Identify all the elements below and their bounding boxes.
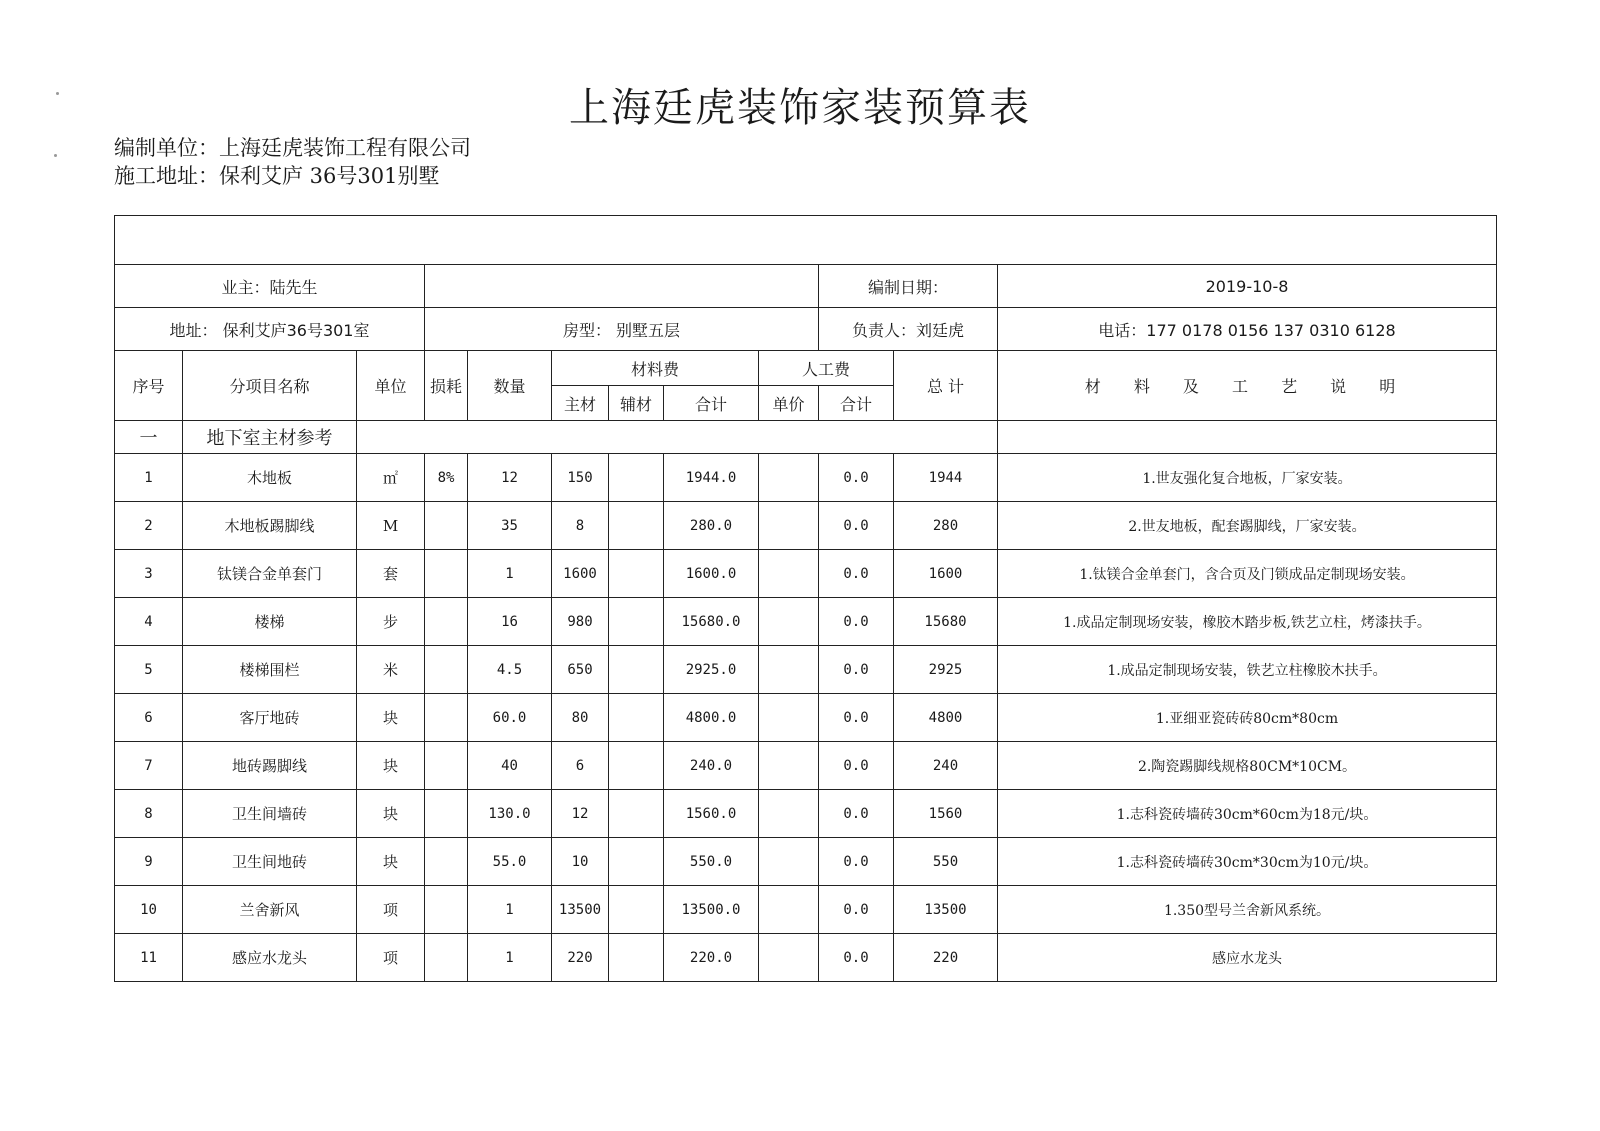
scan-speck	[54, 154, 57, 157]
cell-material-total: 1600.0	[664, 550, 759, 598]
info-empty-cell	[425, 265, 819, 308]
header-labor-price: 单价	[759, 386, 819, 421]
cell-loss	[425, 646, 468, 694]
page-title: 上海廷虎装饰家装预算表	[569, 85, 1031, 131]
cell-qty: 40	[468, 742, 552, 790]
cell-seq: 5	[115, 646, 183, 694]
cell-grand-total: 1600	[894, 550, 998, 598]
cell-aux-material	[609, 646, 664, 694]
cell-main-material: 1600	[552, 550, 609, 598]
cell-name: 感应水龙头	[183, 934, 357, 982]
cell-loss	[425, 502, 468, 550]
cell-labor-price	[759, 886, 819, 934]
cell-grand-total: 2925	[894, 646, 998, 694]
cell-qty: 1	[468, 934, 552, 982]
cell-main-material: 12	[552, 790, 609, 838]
cell-main-material: 650	[552, 646, 609, 694]
cell-main-material: 150	[552, 454, 609, 502]
header-name: 分项目名称	[183, 351, 357, 421]
cell-labor-price	[759, 742, 819, 790]
cell-labor-price	[759, 502, 819, 550]
section-empty-cell	[357, 421, 998, 454]
column-header-row-1	[115, 351, 1497, 386]
cell-aux-material	[609, 694, 664, 742]
cell-qty: 60.0	[468, 694, 552, 742]
cell-labor-total: 0.0	[819, 502, 894, 550]
cell-labor-total: 0.0	[819, 934, 894, 982]
cell-material-total: 13500.0	[664, 886, 759, 934]
cell-name: 木地板踢脚线	[183, 502, 357, 550]
cell-unit: 块	[357, 742, 425, 790]
cell-labor-total: 0.0	[819, 550, 894, 598]
header-qty: 数量	[468, 351, 552, 421]
cell-material-total: 240.0	[664, 742, 759, 790]
cell-name: 钛镁合金单套门	[183, 550, 357, 598]
cell-unit: 套	[357, 550, 425, 598]
cell-grand-total: 1944	[894, 454, 998, 502]
cell-material-total: 2925.0	[664, 646, 759, 694]
cell-loss: 8%	[425, 454, 468, 502]
cell-labor-price	[759, 934, 819, 982]
header-description: 材 料 及 工 艺 说 明	[998, 351, 1497, 421]
cell-description: 1.钛镁合金单套门，含合页及门锁成品定制现场安装。	[998, 550, 1497, 598]
table-row	[115, 454, 1497, 502]
cell-grand-total: 4800	[894, 694, 998, 742]
address-cell: 地址： 保利艾庐36号301室	[115, 308, 425, 351]
cell-main-material: 13500	[552, 886, 609, 934]
cell-labor-price	[759, 646, 819, 694]
cell-main-material: 220	[552, 934, 609, 982]
item-rows	[115, 454, 1497, 982]
cell-loss	[425, 886, 468, 934]
cell-material-total: 1560.0	[664, 790, 759, 838]
cell-unit: 步	[357, 598, 425, 646]
cell-material-total: 550.0	[664, 838, 759, 886]
section-index: 一	[115, 421, 183, 454]
cell-qty: 130.0	[468, 790, 552, 838]
budget-table	[114, 215, 1497, 982]
cell-name: 地砖踢脚线	[183, 742, 357, 790]
cell-unit: 块	[357, 790, 425, 838]
cell-main-material: 10	[552, 838, 609, 886]
cell-name: 卫生间墙砖	[183, 790, 357, 838]
header-aux-material: 辅材	[609, 386, 664, 421]
cell-aux-material	[609, 502, 664, 550]
cell-qty: 12	[468, 454, 552, 502]
cell-unit: 项	[357, 886, 425, 934]
cell-material-total: 220.0	[664, 934, 759, 982]
section-row	[115, 421, 1497, 454]
cell-loss	[425, 790, 468, 838]
cell-description: 1.350型号兰舍新风系统。	[998, 886, 1497, 934]
cell-description: 感应水龙头	[998, 934, 1497, 982]
header-labor-total: 合计	[819, 386, 894, 421]
cell-aux-material	[609, 550, 664, 598]
house-type-cell: 房型： 别墅五层	[425, 308, 819, 351]
site-address: 施工地址：保利艾庐 36号301别墅	[114, 164, 440, 188]
cell-labor-price	[759, 454, 819, 502]
cell-unit: 块	[357, 694, 425, 742]
cell-unit: M	[357, 502, 425, 550]
cell-seq: 8	[115, 790, 183, 838]
cell-labor-total: 0.0	[819, 838, 894, 886]
cell-labor-total: 0.0	[819, 646, 894, 694]
table-row	[115, 742, 1497, 790]
cell-main-material: 8	[552, 502, 609, 550]
table-row	[115, 934, 1497, 982]
table-row	[115, 646, 1497, 694]
cell-seq: 2	[115, 502, 183, 550]
cell-material-total: 1944.0	[664, 454, 759, 502]
cell-labor-price	[759, 694, 819, 742]
cell-material-total: 4800.0	[664, 694, 759, 742]
cell-labor-total: 0.0	[819, 742, 894, 790]
cell-unit: 项	[357, 934, 425, 982]
cell-labor-price	[759, 790, 819, 838]
cell-description: 1.成品定制现场安装，橡胶木踏步板,铁艺立柱，烤漆扶手。	[998, 598, 1497, 646]
compiler-unit: 编制单位：上海廷虎装饰工程有限公司	[114, 136, 471, 160]
cell-material-total: 280.0	[664, 502, 759, 550]
cell-qty: 55.0	[468, 838, 552, 886]
cell-name: 木地板	[183, 454, 357, 502]
header-material-fee: 材料费	[552, 351, 759, 386]
cell-grand-total: 13500	[894, 886, 998, 934]
cell-aux-material	[609, 454, 664, 502]
cell-qty: 1	[468, 886, 552, 934]
date-label-cell: 编制日期：	[819, 265, 998, 308]
table-row	[115, 598, 1497, 646]
cell-labor-price	[759, 838, 819, 886]
cell-description: 1.志科瓷砖墙砖30cm*60cm为18元/块。	[998, 790, 1497, 838]
cell-labor-price	[759, 598, 819, 646]
cell-grand-total: 220	[894, 934, 998, 982]
cell-seq: 1	[115, 454, 183, 502]
cell-name: 兰舍新风	[183, 886, 357, 934]
cell-loss	[425, 838, 468, 886]
header-main-material: 主材	[552, 386, 609, 421]
cell-seq: 11	[115, 934, 183, 982]
cell-description: 1.成品定制现场安装，铁艺立柱橡胶木扶手。	[998, 646, 1497, 694]
cell-aux-material	[609, 598, 664, 646]
cell-unit: 米	[357, 646, 425, 694]
cell-loss	[425, 934, 468, 982]
manager-cell: 负责人：刘廷虎	[819, 308, 998, 351]
date-value-cell: 2019-10-8	[998, 265, 1497, 308]
header-seq: 序号	[115, 351, 183, 421]
info-row-2	[115, 308, 1497, 351]
table-row	[115, 790, 1497, 838]
cell-loss	[425, 694, 468, 742]
phone-cell: 电话：177 0178 0156 137 0310 6128	[998, 308, 1497, 351]
table-row	[115, 886, 1497, 934]
cell-name: 楼梯	[183, 598, 357, 646]
cell-aux-material	[609, 886, 664, 934]
cell-aux-material	[609, 934, 664, 982]
header-labor-fee: 人工费	[759, 351, 894, 386]
cell-description: 2.世友地板，配套踢脚线，厂家安装。	[998, 502, 1497, 550]
cell-seq: 9	[115, 838, 183, 886]
header-unit: 单位	[357, 351, 425, 421]
cell-labor-total: 0.0	[819, 694, 894, 742]
cell-seq: 3	[115, 550, 183, 598]
cell-grand-total: 1560	[894, 790, 998, 838]
cell-labor-total: 0.0	[819, 886, 894, 934]
cell-seq: 10	[115, 886, 183, 934]
cell-loss	[425, 550, 468, 598]
cell-description: 1.世友强化复合地板，厂家安装。	[998, 454, 1497, 502]
table-row	[115, 550, 1497, 598]
cell-main-material: 6	[552, 742, 609, 790]
cell-description: 1.亚细亚瓷砖砖80cm*80cm	[998, 694, 1497, 742]
cell-labor-price	[759, 550, 819, 598]
cell-unit: ㎡	[357, 454, 425, 502]
cell-loss	[425, 598, 468, 646]
cell-aux-material	[609, 742, 664, 790]
info-row-1	[115, 265, 1497, 308]
section-desc-empty	[998, 421, 1497, 454]
cell-aux-material	[609, 790, 664, 838]
section-name: 地下室主材参考	[183, 421, 357, 454]
cell-grand-total: 550	[894, 838, 998, 886]
cell-labor-total: 0.0	[819, 454, 894, 502]
table-row	[115, 694, 1497, 742]
cell-grand-total: 240	[894, 742, 998, 790]
cell-labor-total: 0.0	[819, 790, 894, 838]
cell-unit: 块	[357, 838, 425, 886]
cell-qty: 1	[468, 550, 552, 598]
cell-name: 卫生间地砖	[183, 838, 357, 886]
cell-main-material: 80	[552, 694, 609, 742]
header-material-total: 合计	[664, 386, 759, 421]
blank-header-row	[115, 216, 1497, 265]
table-row	[115, 502, 1497, 550]
cell-name: 客厅地砖	[183, 694, 357, 742]
header-loss: 损耗	[425, 351, 468, 421]
cell-main-material: 980	[552, 598, 609, 646]
cell-loss	[425, 742, 468, 790]
cell-description: 1.志科瓷砖墙砖30cm*30cm为10元/块。	[998, 838, 1497, 886]
cell-qty: 4.5	[468, 646, 552, 694]
cell-seq: 4	[115, 598, 183, 646]
cell-grand-total: 280	[894, 502, 998, 550]
cell-seq: 6	[115, 694, 183, 742]
blank-cell	[115, 216, 1497, 265]
table-row	[115, 838, 1497, 886]
cell-description: 2.陶瓷踢脚线规格80CM*10CM。	[998, 742, 1497, 790]
header-grand-total: 总 计	[894, 351, 998, 421]
cell-material-total: 15680.0	[664, 598, 759, 646]
cell-seq: 7	[115, 742, 183, 790]
cell-qty: 16	[468, 598, 552, 646]
cell-name: 楼梯围栏	[183, 646, 357, 694]
cell-aux-material	[609, 838, 664, 886]
cell-grand-total: 15680	[894, 598, 998, 646]
cell-labor-total: 0.0	[819, 598, 894, 646]
owner-cell: 业主：陆先生	[115, 265, 425, 308]
cell-qty: 35	[468, 502, 552, 550]
